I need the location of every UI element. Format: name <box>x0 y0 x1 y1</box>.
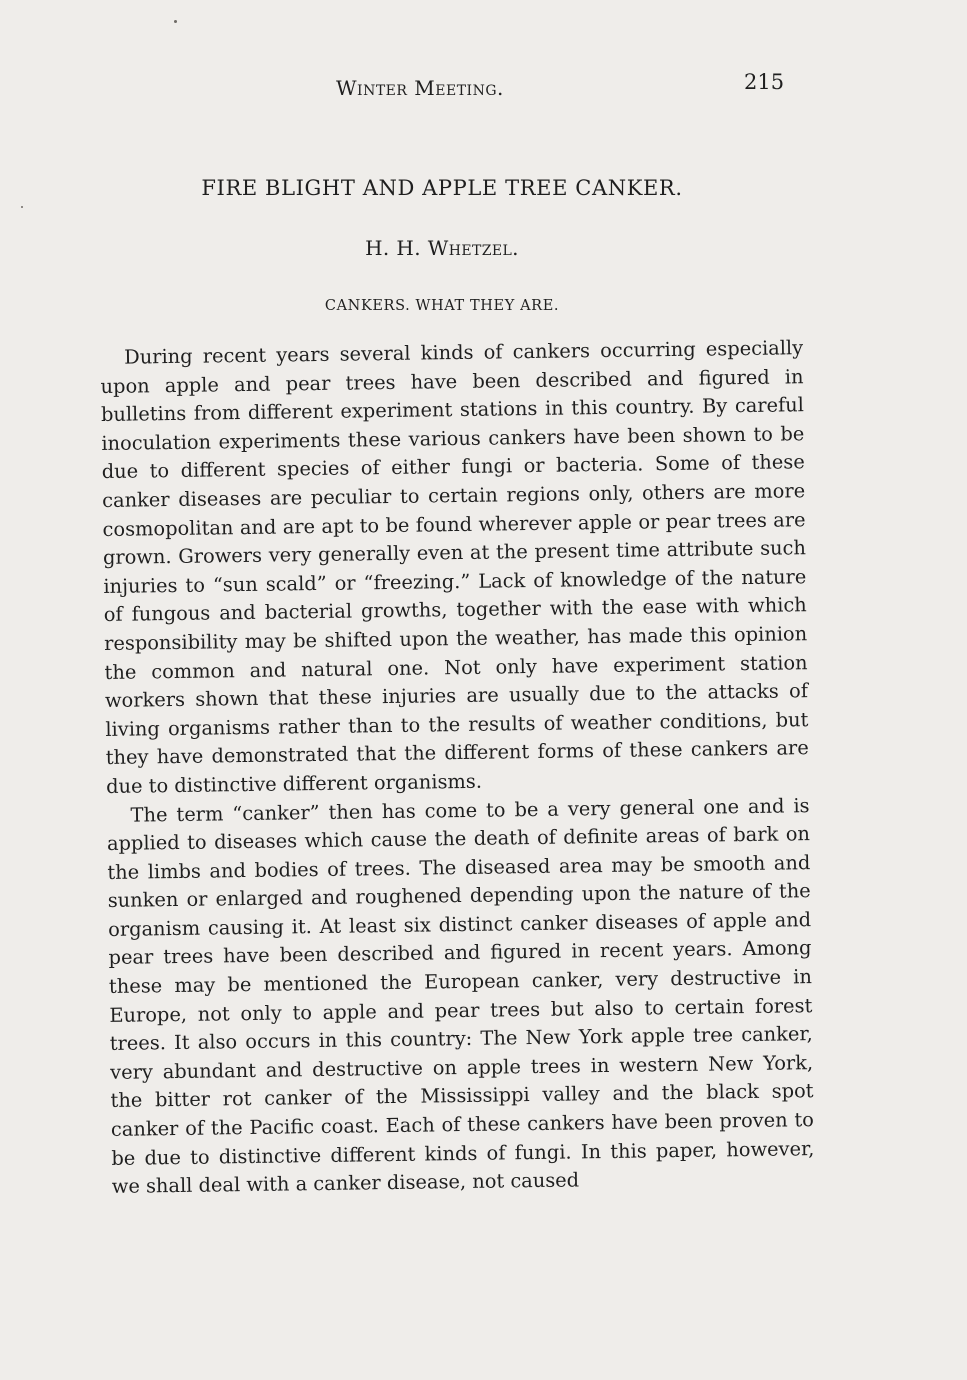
page-number: 215 <box>744 70 785 94</box>
article-body <box>100 334 815 1202</box>
article-title: FIRE BLIGHT AND APPLE TREE CANKER. <box>201 176 683 200</box>
body-paragraph: The term “canker” then has come to be a very general one and is applied to diseases which cause the death of definite areas of bark on the limbs and bodies of trees. The diseased area may be smooth and sunken or enlarged and roughened depending upon the nature of the organism causing it. At least six distinct canker diseases of apple and pear trees have been described and figured in recent years. Among these may be mentioned the European canker, very destructive in Europe, not only to apple and pear trees but also to certain forest trees. It also occurs in this country: The New York apple tree canker, very abundant and destructive on apple trees in western New York, the bitter rot canker of the Mississippi valley and the black spot canker of the Pacific coast. Each of these cankers have been proven to be due to distinctive different kinds of fungi. In this paper, however, we shall deal with a canker disease, not caused <box>106 793 815 1199</box>
section-heading: CANKERS. WHAT THEY ARE. <box>324 298 560 314</box>
paper-speck <box>21 206 23 208</box>
running-head: Winter Meeting. <box>336 76 504 100</box>
body-paragraph: During recent years several kinds of cankers occurring especially upon apple and pear trees have been described and figured in bulletins from different experiment stations in this country. By careful inoculation experiments these various cankers have been shown to be due to different species of either fungi or bacteria. Some of these canker diseases are peculiar to certain regions only, others are more cosmopolitan and are apt to be found wherever apple or pear trees are grown. Growers very generally even at the present time attribute such injuries to “sun scald” or “freezing.” Lack of knowledge of the nature of fungous and bacterial growths, together with the ease with which responsibility may be shifted upon the weather, has made this opinion the common and natural one. Not only have experiment station workers shown that these injuries are usually due to the attacks of living organisms rather than to the results of weather conditions, but they have demonstrated that the different forms of these cankers are due to distinctive different organisms. <box>100 336 809 798</box>
paper-speck <box>174 20 177 23</box>
article-author: H. H. Whetzel. <box>365 236 519 260</box>
